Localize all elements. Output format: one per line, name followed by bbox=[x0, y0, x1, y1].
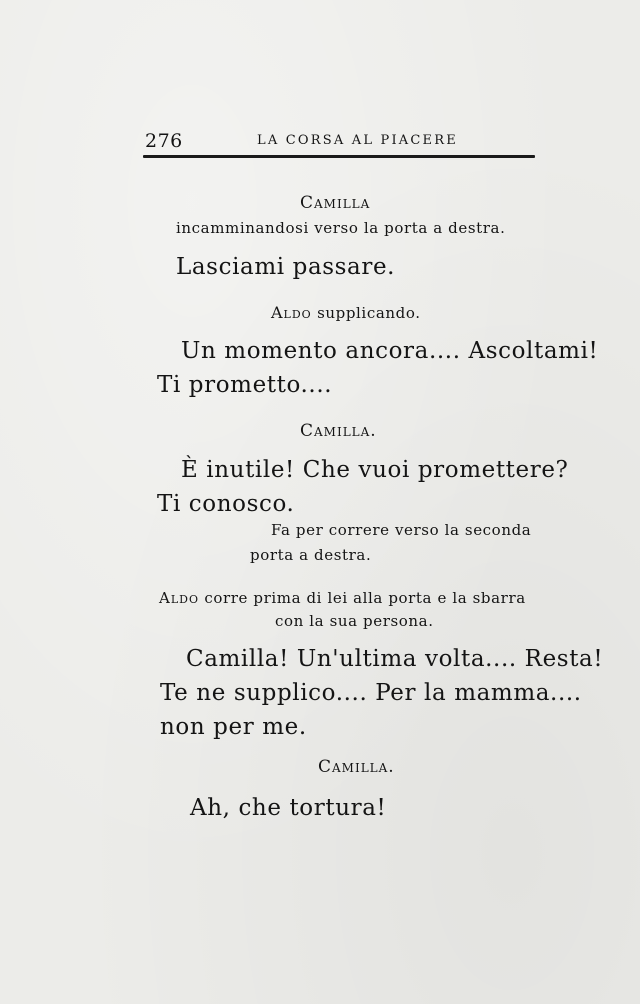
speaker-name: Camilla bbox=[300, 193, 371, 213]
speaker-name: Aldo bbox=[159, 589, 199, 607]
dialogue-line: È inutile! Che vuoi promettere? bbox=[181, 457, 569, 483]
running-head: LA CORSA AL PIACERE bbox=[257, 133, 458, 148]
stage-direction: porta a destra. bbox=[250, 546, 372, 564]
header-rule bbox=[143, 155, 535, 158]
stage-direction: Aldo corre prima di lei alla porta e la sbarra bbox=[159, 589, 526, 607]
dialogue-line: Ah, che tortura! bbox=[190, 795, 387, 821]
stage-direction: incamminandosi verso la porta a destra. bbox=[176, 219, 506, 237]
page-number: 276 bbox=[145, 130, 183, 152]
stage-direction: supplicando. bbox=[311, 304, 421, 322]
stage-direction: Fa per correre verso la seconda bbox=[271, 521, 532, 539]
stage-direction: con la sua persona. bbox=[275, 612, 434, 630]
dialogue-line: Un momento ancora.... Ascoltami! bbox=[181, 338, 599, 364]
dialogue-line: Ti prometto.... bbox=[157, 372, 333, 398]
speaker-name: Aldo bbox=[271, 303, 312, 322]
dialogue-line: Te ne supplico.... Per la mamma.... bbox=[160, 680, 582, 706]
dialogue-line: non per me. bbox=[160, 714, 307, 740]
speaker-name: Camilla. bbox=[318, 757, 395, 777]
speaker-name: Camilla. bbox=[300, 421, 377, 441]
dialogue-line: Lasciami passare. bbox=[176, 254, 396, 280]
dialogue-line: Camilla! Un'ultima volta.... Resta! bbox=[186, 646, 604, 672]
speaker-heading bbox=[271, 303, 421, 322]
dialogue-line: Ti conosco. bbox=[157, 491, 295, 517]
